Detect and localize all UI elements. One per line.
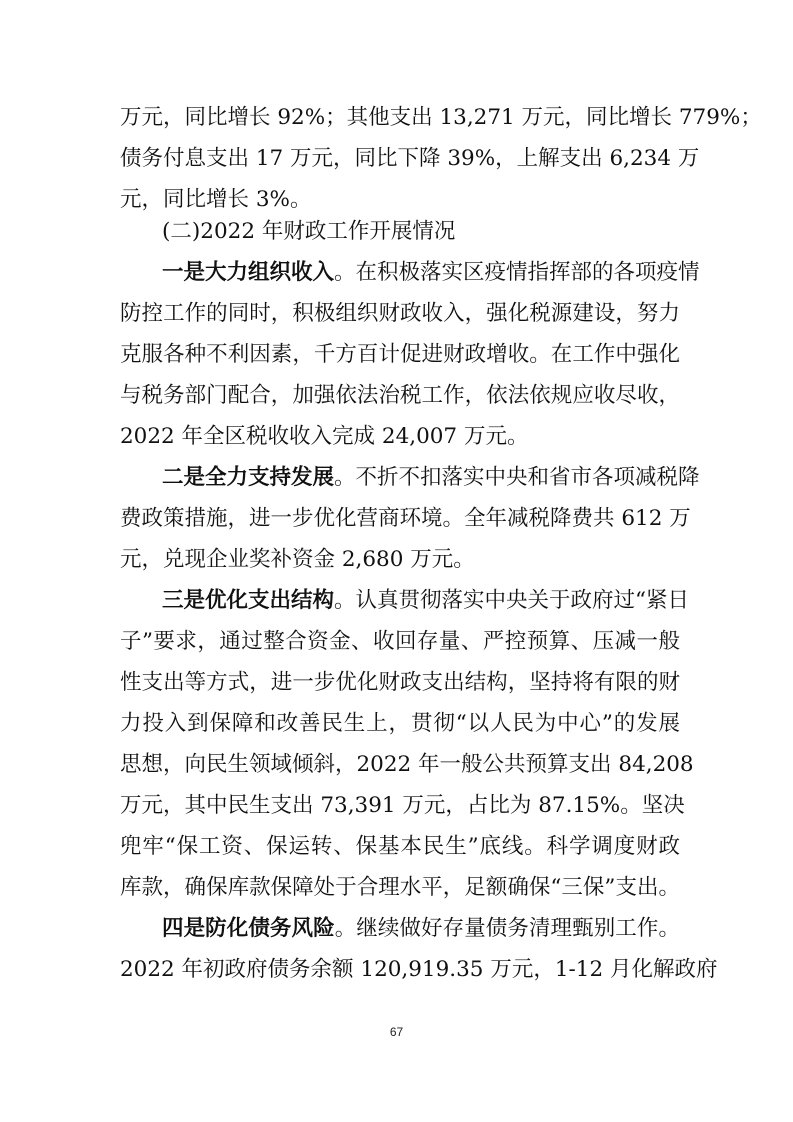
text-line: 万元，同比增长 92%；其他支出 13,271 万元，同比增长 779%； — [120, 105, 762, 130]
text-line: 元，兑现企业奖补资金 2,680 万元。 — [120, 547, 475, 572]
paragraph-first-line — [162, 462, 700, 494]
text-line: 防控工作的同时，积极组织财政收入，强化税源建设，努力 — [120, 301, 680, 326]
text-run: 。在积极落实区疫情指挥部的各项疫情 — [334, 260, 700, 285]
text-line: 2022 年初政府债务余额 120,919.35 万元，1-12 月化解政府 — [120, 957, 718, 982]
text-line: 思想，向民生领域倾斜，2022 年一般公共预算支出 84,208 — [120, 752, 694, 777]
point-heading: 四是防化债务风险 — [162, 916, 335, 941]
paragraph-first-line — [162, 585, 690, 617]
page-number: 67 — [389, 1025, 404, 1039]
text-line: 性支出等方式，进一步优化财政支出结构，坚持将有限的财 — [120, 670, 680, 695]
point-heading: 一是大力组织收入 — [162, 260, 335, 285]
text-line: 债务付息支出 17 万元，同比下降 39%，上解支出 6,234 万 — [120, 146, 700, 171]
section-heading: (二)2022 年财政工作开展情况 — [162, 219, 456, 244]
text-line: 元，同比增长 3%。 — [120, 187, 312, 212]
paragraph-first-line — [162, 913, 680, 945]
point-heading: 二是全力支持发展 — [162, 465, 335, 490]
text-line: 库款，确保库款保障处于合理水平，足额确保“三保”支出。 — [120, 875, 680, 900]
text-line: 2022 年全区税收收入完成 24,007 万元。 — [120, 424, 529, 449]
text-line: 子”要求，通过整合资金、收回存量、严控预算、压减一般 — [120, 629, 680, 654]
text-run: 。认真贯彻落实中央关于政府过“紧日 — [334, 588, 690, 613]
text-line: 兜牢“保工资、保运转、保基本民生”底线。科学调度财政 — [120, 834, 680, 859]
paragraph-first-line — [162, 257, 700, 289]
text-line: 力投入到保障和改善民生上，贯彻“以人民为中心”的发展 — [120, 711, 680, 736]
text-line: 与税务部门配合，加强依法治税工作，依法依规应收尽收， — [120, 383, 680, 408]
text-line: 克服各种不利因素，千方百计促进财政增收。在工作中强化 — [120, 342, 680, 367]
text-line: 万元，其中民生支出 73,391 万元，占比为 87.15%。坚决 — [120, 793, 685, 818]
text-line: 费政策措施，进一步优化营商环境。全年减税降费共 612 万 — [120, 506, 691, 531]
point-heading: 三是优化支出结构 — [162, 588, 335, 613]
text-run: 。继续做好存量债务清理甄别工作。 — [334, 916, 680, 941]
text-run: 。不折不扣落实中央和省市各项减税降 — [334, 465, 700, 490]
